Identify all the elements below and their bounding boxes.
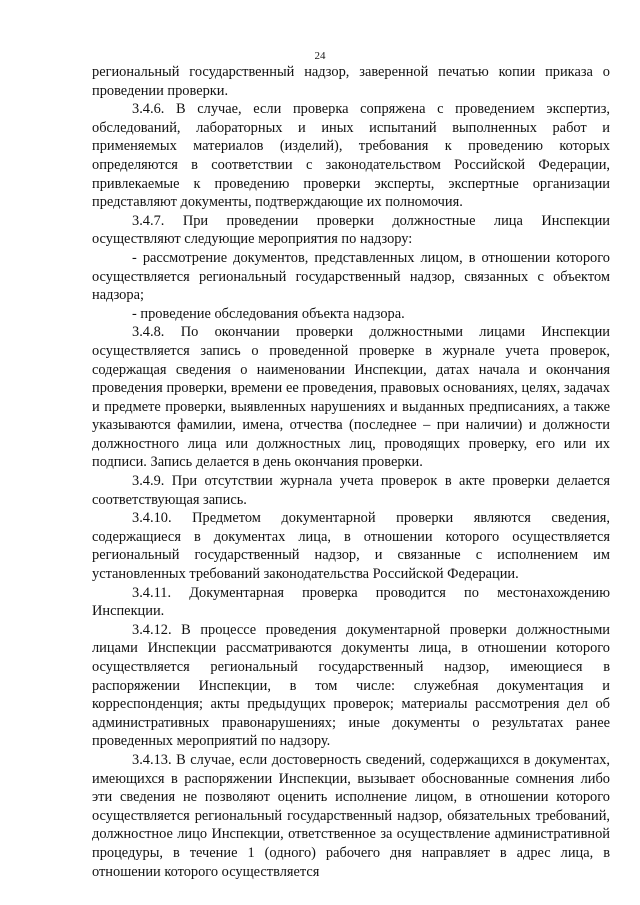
paragraph-3-4-10: 3.4.10. Предметом документарной проверки являются сведения, содержащиеся в документах лица, в отношении которого осуществляется региональный государственный надзор, и связанные с исполнением им установленных требований законодательства Российской Федерации. — [92, 510, 610, 583]
paragraph-3-4-7: 3.4.7. При проведении проверки должностные лица Инспекции осуществляют следующие мероприятия по надзору: — [92, 212, 610, 248]
list-item-review-documents: - рассмотрение документов, представленных лицом, в отношении которого осуществляется региональный государственный надзор, связанных с объектом надзора; — [92, 249, 610, 304]
paragraph-continuation: региональный государственный надзор, заверенной печатью копии приказа о проведении проверки. — [92, 64, 610, 99]
paragraph-3-4-6: 3.4.6. В случае, если проверка сопряжена с проведением экспертиз, обследований, лабораторных и иных испытаний выполненных работ и применяемых материалов (изделий), требования к проведению которых определяются в соответствии с законодательством Российской Федерации, привлекаемые к проведению проверки эксперты, экспертные организации представляют документы, подтверждающие их полномочия. — [92, 101, 610, 211]
paragraph-3-4-12: 3.4.12. В процессе проведения документарной проверки должностными лицами Инспекции рассматриваются документы лица, в отношении которого осуществляется региональный государственный надзор, имеющиеся в распоряжении Инспекции, в том числе: служебная документация и корреспонденция; акты предыдущих проверок; материалы рассмотрения дел об административных правонарушениях; иные документы о результатах ранее проведенных мероприятий по надзору. — [92, 621, 610, 750]
paragraph-3-4-8: 3.4.8. По окончании проверки должностными лицами Инспекции осуществляется запись о проведенной проверке в журнале учета проверок, содержащая сведения о наименовании Инспекции, датах начала и окончания проведения проверки, времени ее проведения, правовых основаниях, целях, задачах и предмете проверки, выявленных нарушениях и выданных предписаниях, а также указываются фамилии, имена, отчества (последнее – при наличии) и должности должностного лица или должностных лиц, проводящих проверку, его или их подписи. Запись делается в день окончания проверки. — [92, 324, 610, 471]
document-body — [92, 63, 610, 881]
page-number: 24 — [314, 50, 326, 62]
paragraph-3-4-13: 3.4.13. В случае, если достоверность сведений, содержащихся в документах, имеющихся в распоряжении Инспекции, вызывает обоснованные сомнения либо эти сведения не позволяют оценить исполнение лицом, в отношении которого осуществляется региональный государственный надзор, обязательных требований, должностное лицо Инспекции, ответственное за осуществление административной процедуры, в течение 1 (одного) рабочего дня направляет в адрес лица, в отношении которого осуществляется — [92, 751, 610, 880]
paragraph-3-4-9: 3.4.9. При отсутствии журнала учета проверок в акте проверки делается соответствующая запись. — [92, 473, 610, 508]
list-item-inspection-object: - проведение обследования объекта надзора. — [132, 305, 405, 322]
paragraph-3-4-11: 3.4.11. Документарная проверка проводится по местонахождению Инспекции. — [92, 584, 610, 620]
